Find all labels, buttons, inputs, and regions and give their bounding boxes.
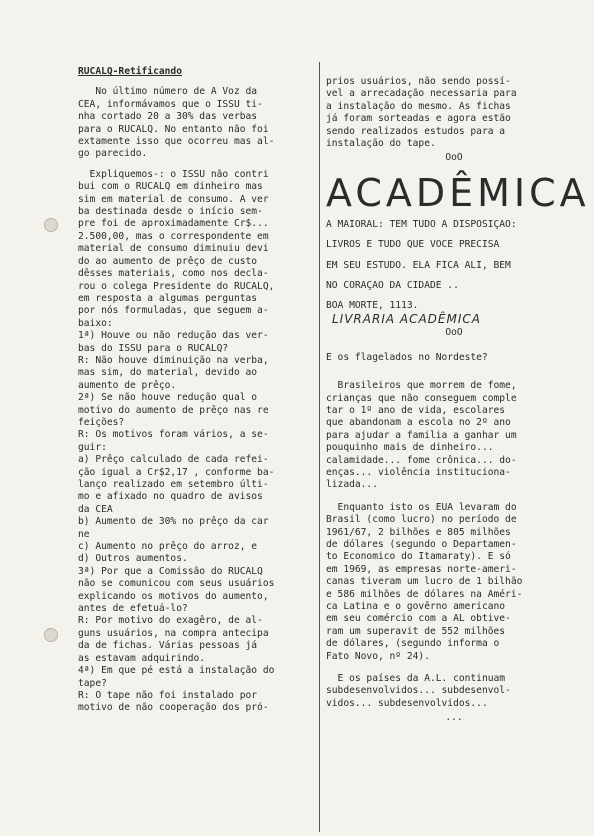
text-line: 2ª) Se não houve redução qual o bbox=[78, 392, 258, 404]
text-line: vidos... subdesenvolvidos... bbox=[326, 697, 488, 709]
text-line: baixo: bbox=[78, 317, 113, 329]
text-line: ção igual a Cr$2,17 , conforme ba- bbox=[78, 466, 275, 478]
text-line: material de consumo diminuiu devi bbox=[78, 243, 269, 255]
text-line: calamidade... fome crônica... do- bbox=[326, 454, 517, 466]
text-line: d) Outros aumentos. bbox=[78, 553, 188, 565]
right-column bbox=[326, 76, 590, 727]
text-line: R: O tape não foi instalado por bbox=[78, 689, 258, 701]
text-line: crianças que não conseguem comple bbox=[326, 392, 517, 404]
advert-line: EM SEU ESTUDO. ELA FICA ALI, BEM bbox=[326, 259, 511, 271]
text-line: de dólares, (segundo informa o bbox=[326, 638, 500, 650]
text-line: a) Prêço calculado de cada refei- bbox=[78, 454, 269, 466]
article-title: RUCALQ-Retificando bbox=[78, 66, 182, 77]
punch-hole bbox=[44, 218, 58, 232]
text-line: mo e afixado no quadro de avisos bbox=[78, 491, 263, 503]
text-line: vel a arrecadação necessaria para bbox=[326, 88, 517, 100]
text-line: tape? bbox=[78, 677, 107, 689]
text-line: guir: bbox=[78, 441, 107, 453]
text-line: subdesenvolvidos... subdesenvol- bbox=[326, 685, 511, 697]
text-line: c) Aumento no prêço do arroz, e bbox=[78, 541, 258, 553]
text-line: No último número de A Voz da bbox=[78, 86, 258, 98]
text-line: motivo do aumento de prêço nas re bbox=[78, 404, 269, 416]
text-line: lanço realizado em setembro últi- bbox=[78, 479, 269, 490]
paragraph-profits bbox=[326, 502, 582, 663]
advert-body bbox=[326, 219, 582, 313]
text-line: R: Por motivo do exagêro, de al- bbox=[78, 615, 263, 627]
advert-signature: LIVRARIA ACADÊMICA bbox=[332, 311, 481, 326]
text-line: de dólares (segundo o Departamen- bbox=[326, 538, 517, 550]
text-line: enças... violência instituciona- bbox=[326, 466, 511, 478]
text-line: instalação do tape. bbox=[326, 138, 436, 150]
text-line: aumento de prêço. bbox=[78, 379, 177, 391]
text-line: explicando os motivos do aumento, bbox=[78, 590, 269, 602]
text-line: ram um superavit de 552 milhões bbox=[326, 625, 506, 637]
text-line: da de fichas. Várias pessoas já bbox=[78, 640, 258, 652]
paragraph-underdeveloped bbox=[326, 673, 582, 710]
text-line: R: Não houve diminuição na verba, bbox=[78, 354, 269, 366]
text-line: tar o 1º ano de vida, escolares bbox=[326, 404, 506, 416]
text-line: Enquanto isto os EUA levaram do bbox=[326, 501, 517, 513]
text-line: 2.500,00, mas o correspondente em bbox=[78, 230, 269, 242]
text-line: E os países da A.L. continuam bbox=[326, 673, 506, 685]
text-line: R: Os motivos foram vários, a se- bbox=[78, 429, 269, 441]
text-line: canas tiveram um lucro de 1 bilhão bbox=[326, 576, 523, 588]
text-line: da CEA bbox=[78, 503, 113, 515]
text-line: e 586 milhões de dólares na Améri- bbox=[326, 588, 523, 600]
text-line: para o RUCALQ. No entanto não foi bbox=[78, 123, 269, 135]
advert-line: NO CORAÇÃO DA CIDADE .. bbox=[326, 280, 459, 292]
text-line: as estavam adquirindo. bbox=[78, 652, 206, 664]
text-line: em 1969, as empresas norte-ameri- bbox=[326, 563, 517, 575]
text-line: já foram sorteadas e agora estão bbox=[326, 113, 511, 125]
text-line: do ao aumento de prêço de custo bbox=[78, 255, 258, 267]
text-line: em resposta a algumas perguntas bbox=[78, 292, 258, 304]
text-line: motivo de não cooperação dos pró- bbox=[78, 702, 269, 714]
advert-line: BOA MORTE, 1113. bbox=[326, 300, 419, 312]
text-line: bas do ISSU para o RUCALQ? bbox=[78, 342, 229, 354]
text-line: 4ª) Em que pé está a instalação do bbox=[78, 665, 275, 677]
text-line: go parecido. bbox=[78, 148, 148, 160]
text-line: b) Aumento de 30% no prêço da car bbox=[78, 516, 269, 528]
punch-hole bbox=[44, 628, 58, 642]
text-line: sim em material de consumo. A ver bbox=[78, 193, 269, 205]
continuation-text bbox=[326, 76, 582, 150]
text-line: CEA, informávamos que o ISSU ti- bbox=[78, 98, 263, 110]
text-line: ne bbox=[78, 528, 90, 540]
text-line: por nós formuladas, que seguem a- bbox=[78, 305, 269, 317]
text-line: lizada... bbox=[326, 479, 378, 491]
text-line: bui com o RUCALQ em dinheiro mas bbox=[78, 181, 263, 193]
text-line: ba destinada desde o início sem- bbox=[78, 206, 263, 218]
text-line: sendo realizados estudos para a bbox=[326, 125, 506, 137]
article-body bbox=[78, 86, 316, 714]
text-line: Expliquemos-: o ISSU não contri bbox=[78, 168, 269, 180]
text-line: pouquinho mais de dinheiro... bbox=[326, 442, 494, 454]
text-line: em seu comércio com a AL obtive- bbox=[326, 613, 511, 625]
text-line: que abandonam a escola no 2º ano bbox=[326, 417, 511, 429]
text-line: mas sim, do material, devido ao bbox=[78, 367, 258, 379]
column-divider bbox=[319, 62, 320, 832]
advert-line: A MAIORAL: TEM TUDO A DISPOSIÇÃO: bbox=[326, 218, 517, 230]
text-line: pre foi de aproximadamente Cr$... bbox=[78, 218, 269, 230]
advert-line: LIVROS E TUDO QUE VOCE PRECISA bbox=[326, 239, 500, 251]
left-column bbox=[78, 66, 316, 715]
text-line: antes de efetuá-lo? bbox=[78, 603, 188, 615]
text-line: prios usuários, não sendo possí- bbox=[326, 76, 511, 87]
advert-title: ACADÊMICA bbox=[326, 170, 590, 215]
text-line: Fato Novo, nº 24). bbox=[326, 650, 430, 662]
separator-ooo: OoO bbox=[445, 152, 463, 164]
paragraph-famine bbox=[326, 380, 582, 492]
text-line: extamente isso que ocorreu mas al- bbox=[78, 136, 275, 148]
text-line: 1961/67, 2 bilhões e 805 milhões bbox=[326, 526, 511, 538]
text-line: 3ª) Por que a Comissão do RUCALQ bbox=[78, 565, 263, 577]
text-line: to Economico do Itamaraty). E só bbox=[326, 551, 511, 563]
text-line: não se comunicou com seus usuários bbox=[78, 578, 275, 590]
text-line: nha cortado 20 a 30% das verbas bbox=[78, 111, 258, 123]
text-line: 1ª) Houve ou não redução das ver- bbox=[78, 330, 269, 342]
text-line: guns usuários, na compra antecipa bbox=[78, 627, 269, 639]
ending-dots: ... bbox=[445, 712, 463, 724]
text-line: Brasileiros que morrem de fome, bbox=[326, 380, 517, 392]
text-line: Brasil (como lucro) no período de bbox=[326, 514, 517, 526]
section-heading: E os flagelados no Nordeste? bbox=[326, 351, 488, 363]
text-line: dêsses materiais, como nos decla- bbox=[78, 268, 269, 280]
text-line: rou o colega Presidente do RUCALQ, bbox=[78, 280, 275, 292]
text-line: feições? bbox=[78, 416, 125, 428]
text-line: para ajudar a familia a ganhar um bbox=[326, 429, 517, 441]
separator-ooo-bottom: OoO bbox=[445, 327, 463, 339]
text-line: a instalação do mesmo. As fichas bbox=[326, 100, 511, 112]
text-line: ca Latina e o govêrno americano bbox=[326, 601, 506, 612]
